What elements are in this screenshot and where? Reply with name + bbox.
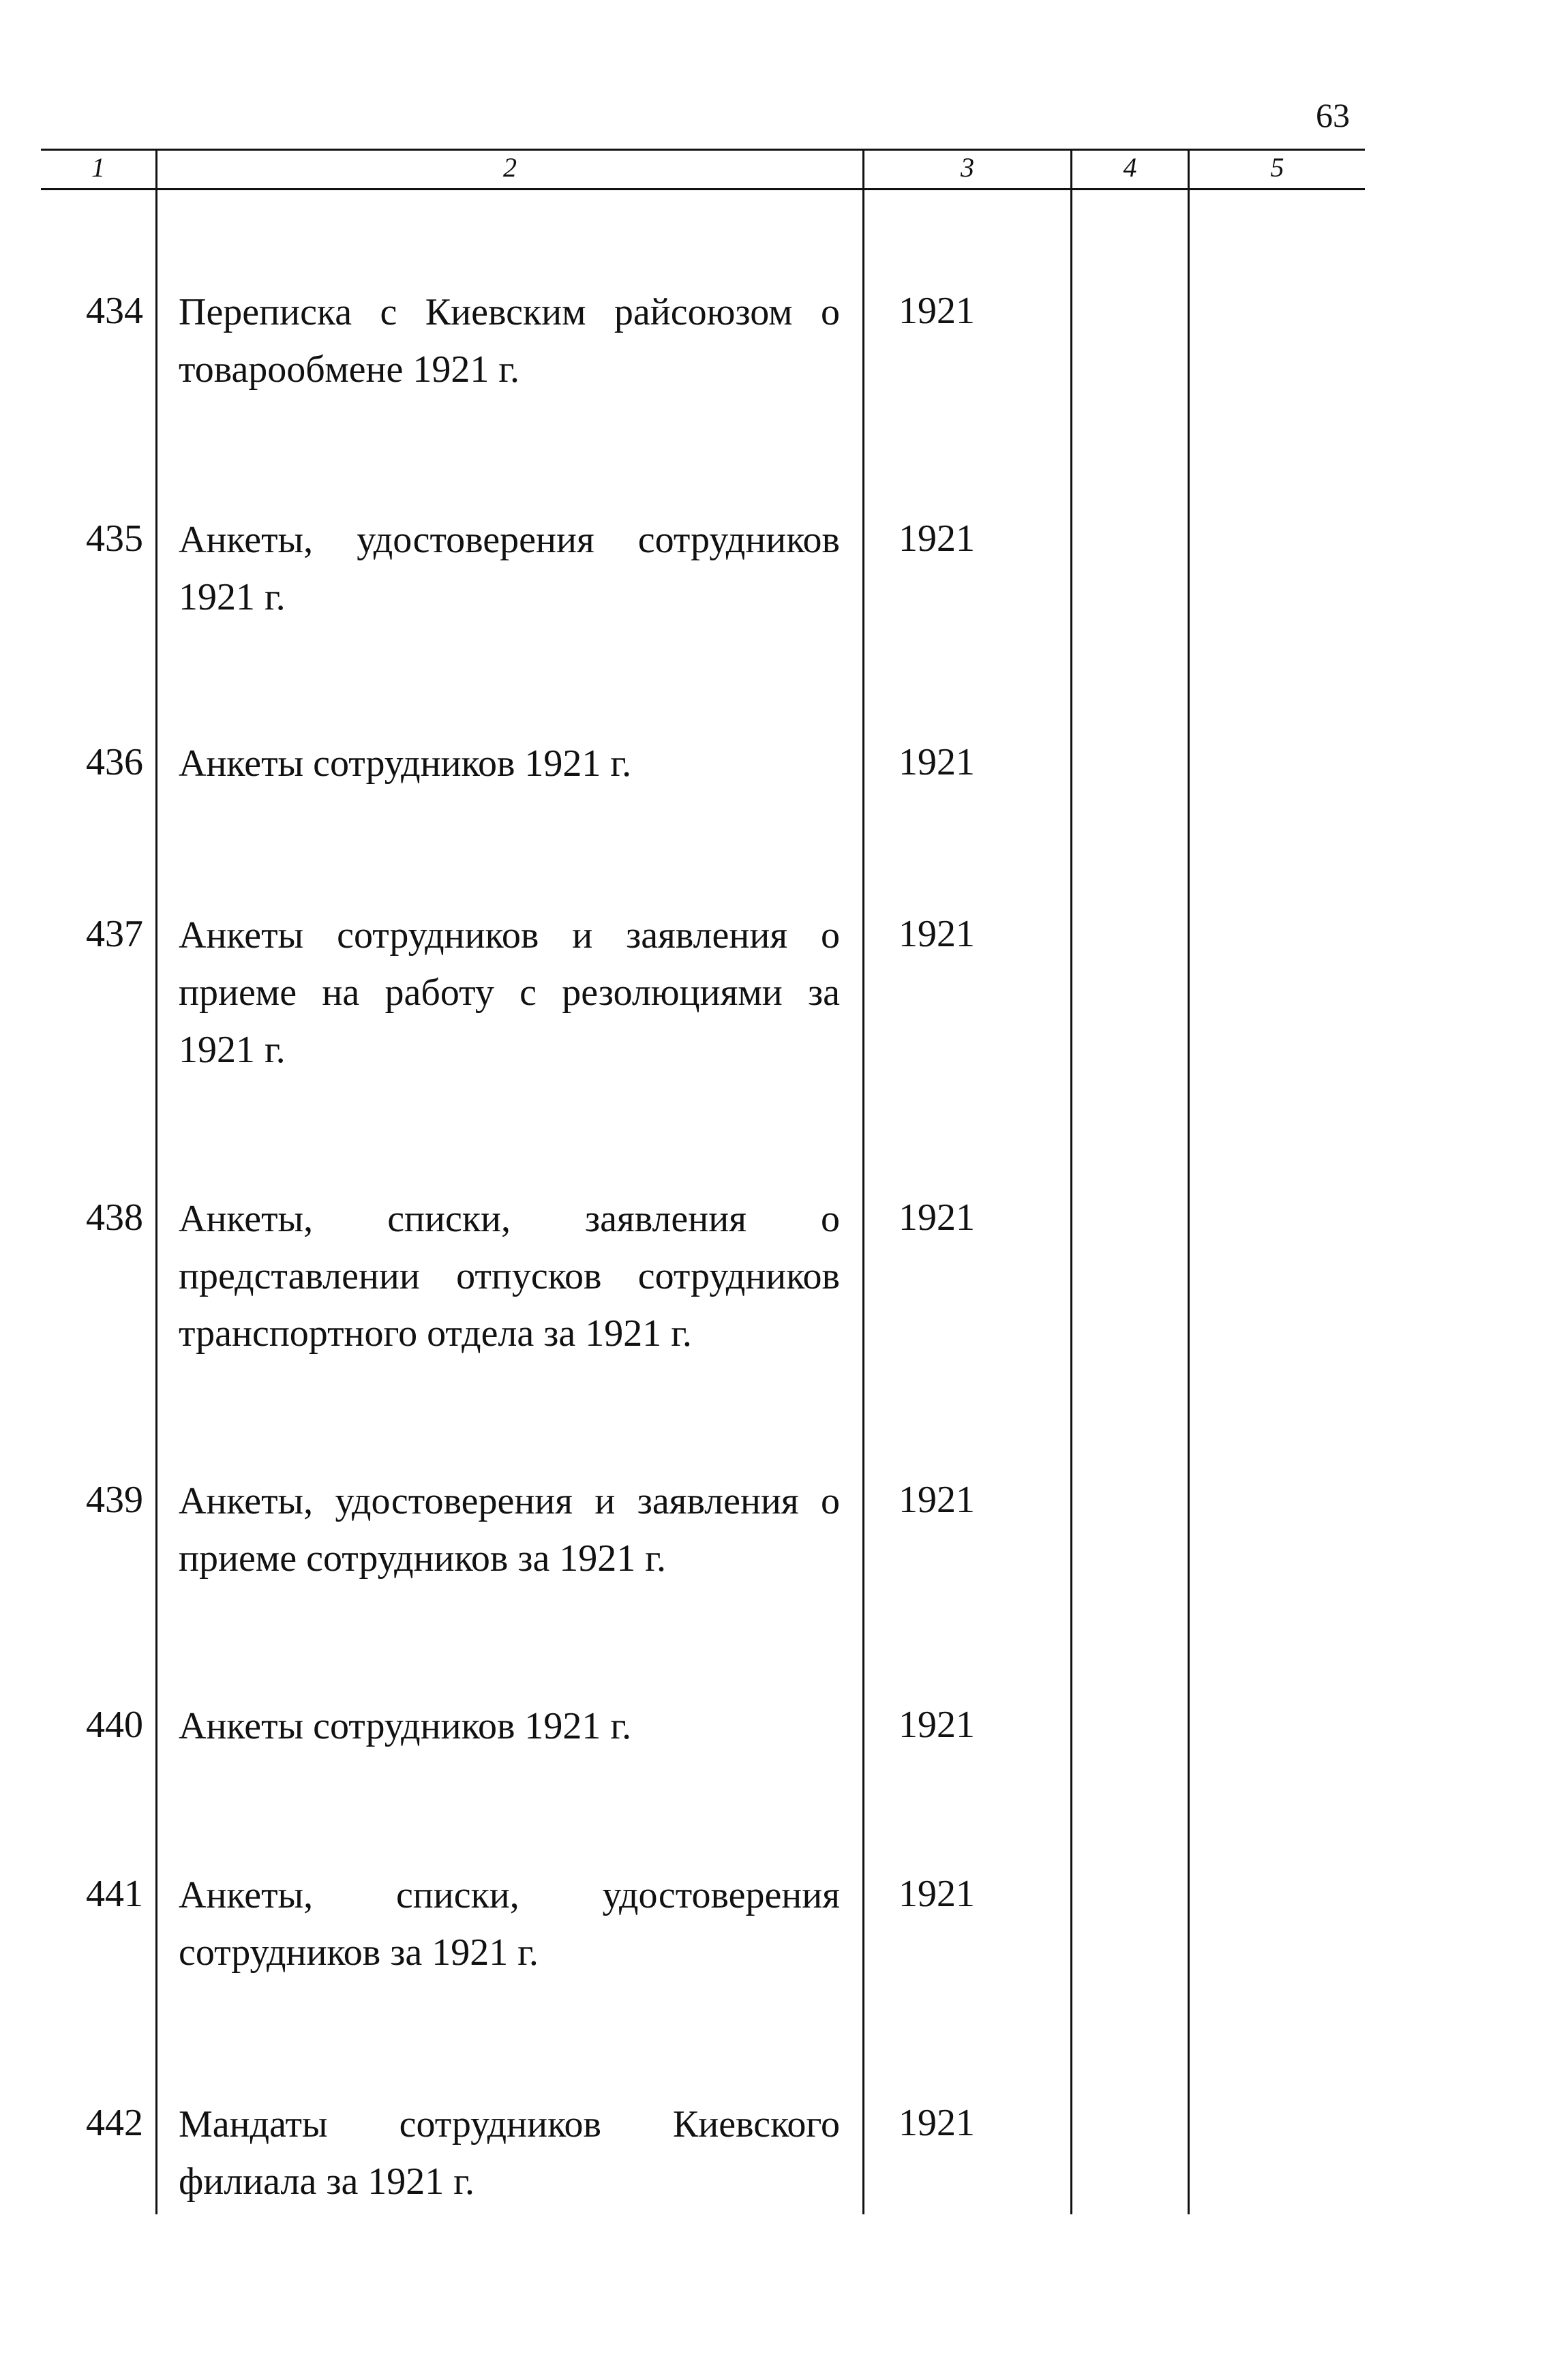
column-divider-1 <box>155 149 157 2214</box>
row-title: Мандаты сотрудников Киевского филиала за 1921 г. <box>179 2103 840 2203</box>
row-number: 434 <box>86 290 143 332</box>
row-year: 1921 <box>899 1704 975 1746</box>
row-number: 441 <box>86 1873 143 1915</box>
row-number: 440 <box>86 1704 143 1746</box>
row-year: 1921 <box>899 290 975 332</box>
row-number: 442 <box>86 2102 143 2144</box>
page-number: 63 <box>1316 96 1350 134</box>
column-divider-2 <box>862 149 864 2214</box>
row-title: Анкеты сотрудников и заявления о приеме на работу с резолюциями за 1921 г. <box>179 914 840 1071</box>
column-header-5: 5 <box>1270 152 1284 183</box>
row-title: Анкеты сотрудников 1921 г. <box>179 742 632 785</box>
row-year: 1921 <box>899 2102 975 2144</box>
row-number: 439 <box>86 1479 143 1521</box>
row-year: 1921 <box>899 1873 975 1915</box>
column-header-2: 2 <box>503 152 517 183</box>
row-title: Анкеты, списки, заявления о представлении отпусков сотрудников транспортного отдела за 1921 г. <box>179 1198 840 1355</box>
table-header-rule <box>41 188 1365 190</box>
row-number: 436 <box>86 741 143 783</box>
table-top-rule <box>41 149 1365 151</box>
column-header-3: 3 <box>961 152 974 183</box>
row-year: 1921 <box>899 1479 975 1521</box>
row-year: 1921 <box>899 1196 975 1239</box>
row-title: Анкеты, удостоверения сотрудников 1921 г. <box>179 519 840 618</box>
column-header-1: 1 <box>91 152 105 183</box>
row-number: 437 <box>86 913 143 955</box>
column-divider-4 <box>1188 149 1190 2214</box>
row-title: Анкеты сотрудников 1921 г. <box>179 1705 632 1747</box>
row-title: Анкеты, списки, удостоверения сотрудников за 1921 г. <box>179 1874 840 1974</box>
row-title: Анкеты, удостоверения и заявления о приеме сотрудников за 1921 г. <box>179 1480 840 1580</box>
row-number: 435 <box>86 517 143 560</box>
row-year: 1921 <box>899 913 975 955</box>
row-number: 438 <box>86 1196 143 1239</box>
column-divider-3 <box>1070 149 1072 2214</box>
row-year: 1921 <box>899 517 975 560</box>
row-year: 1921 <box>899 741 975 783</box>
row-title: Переписка с Киевским райсоюзом о товарообмене 1921 г. <box>179 291 840 391</box>
column-header-4: 4 <box>1123 152 1137 183</box>
